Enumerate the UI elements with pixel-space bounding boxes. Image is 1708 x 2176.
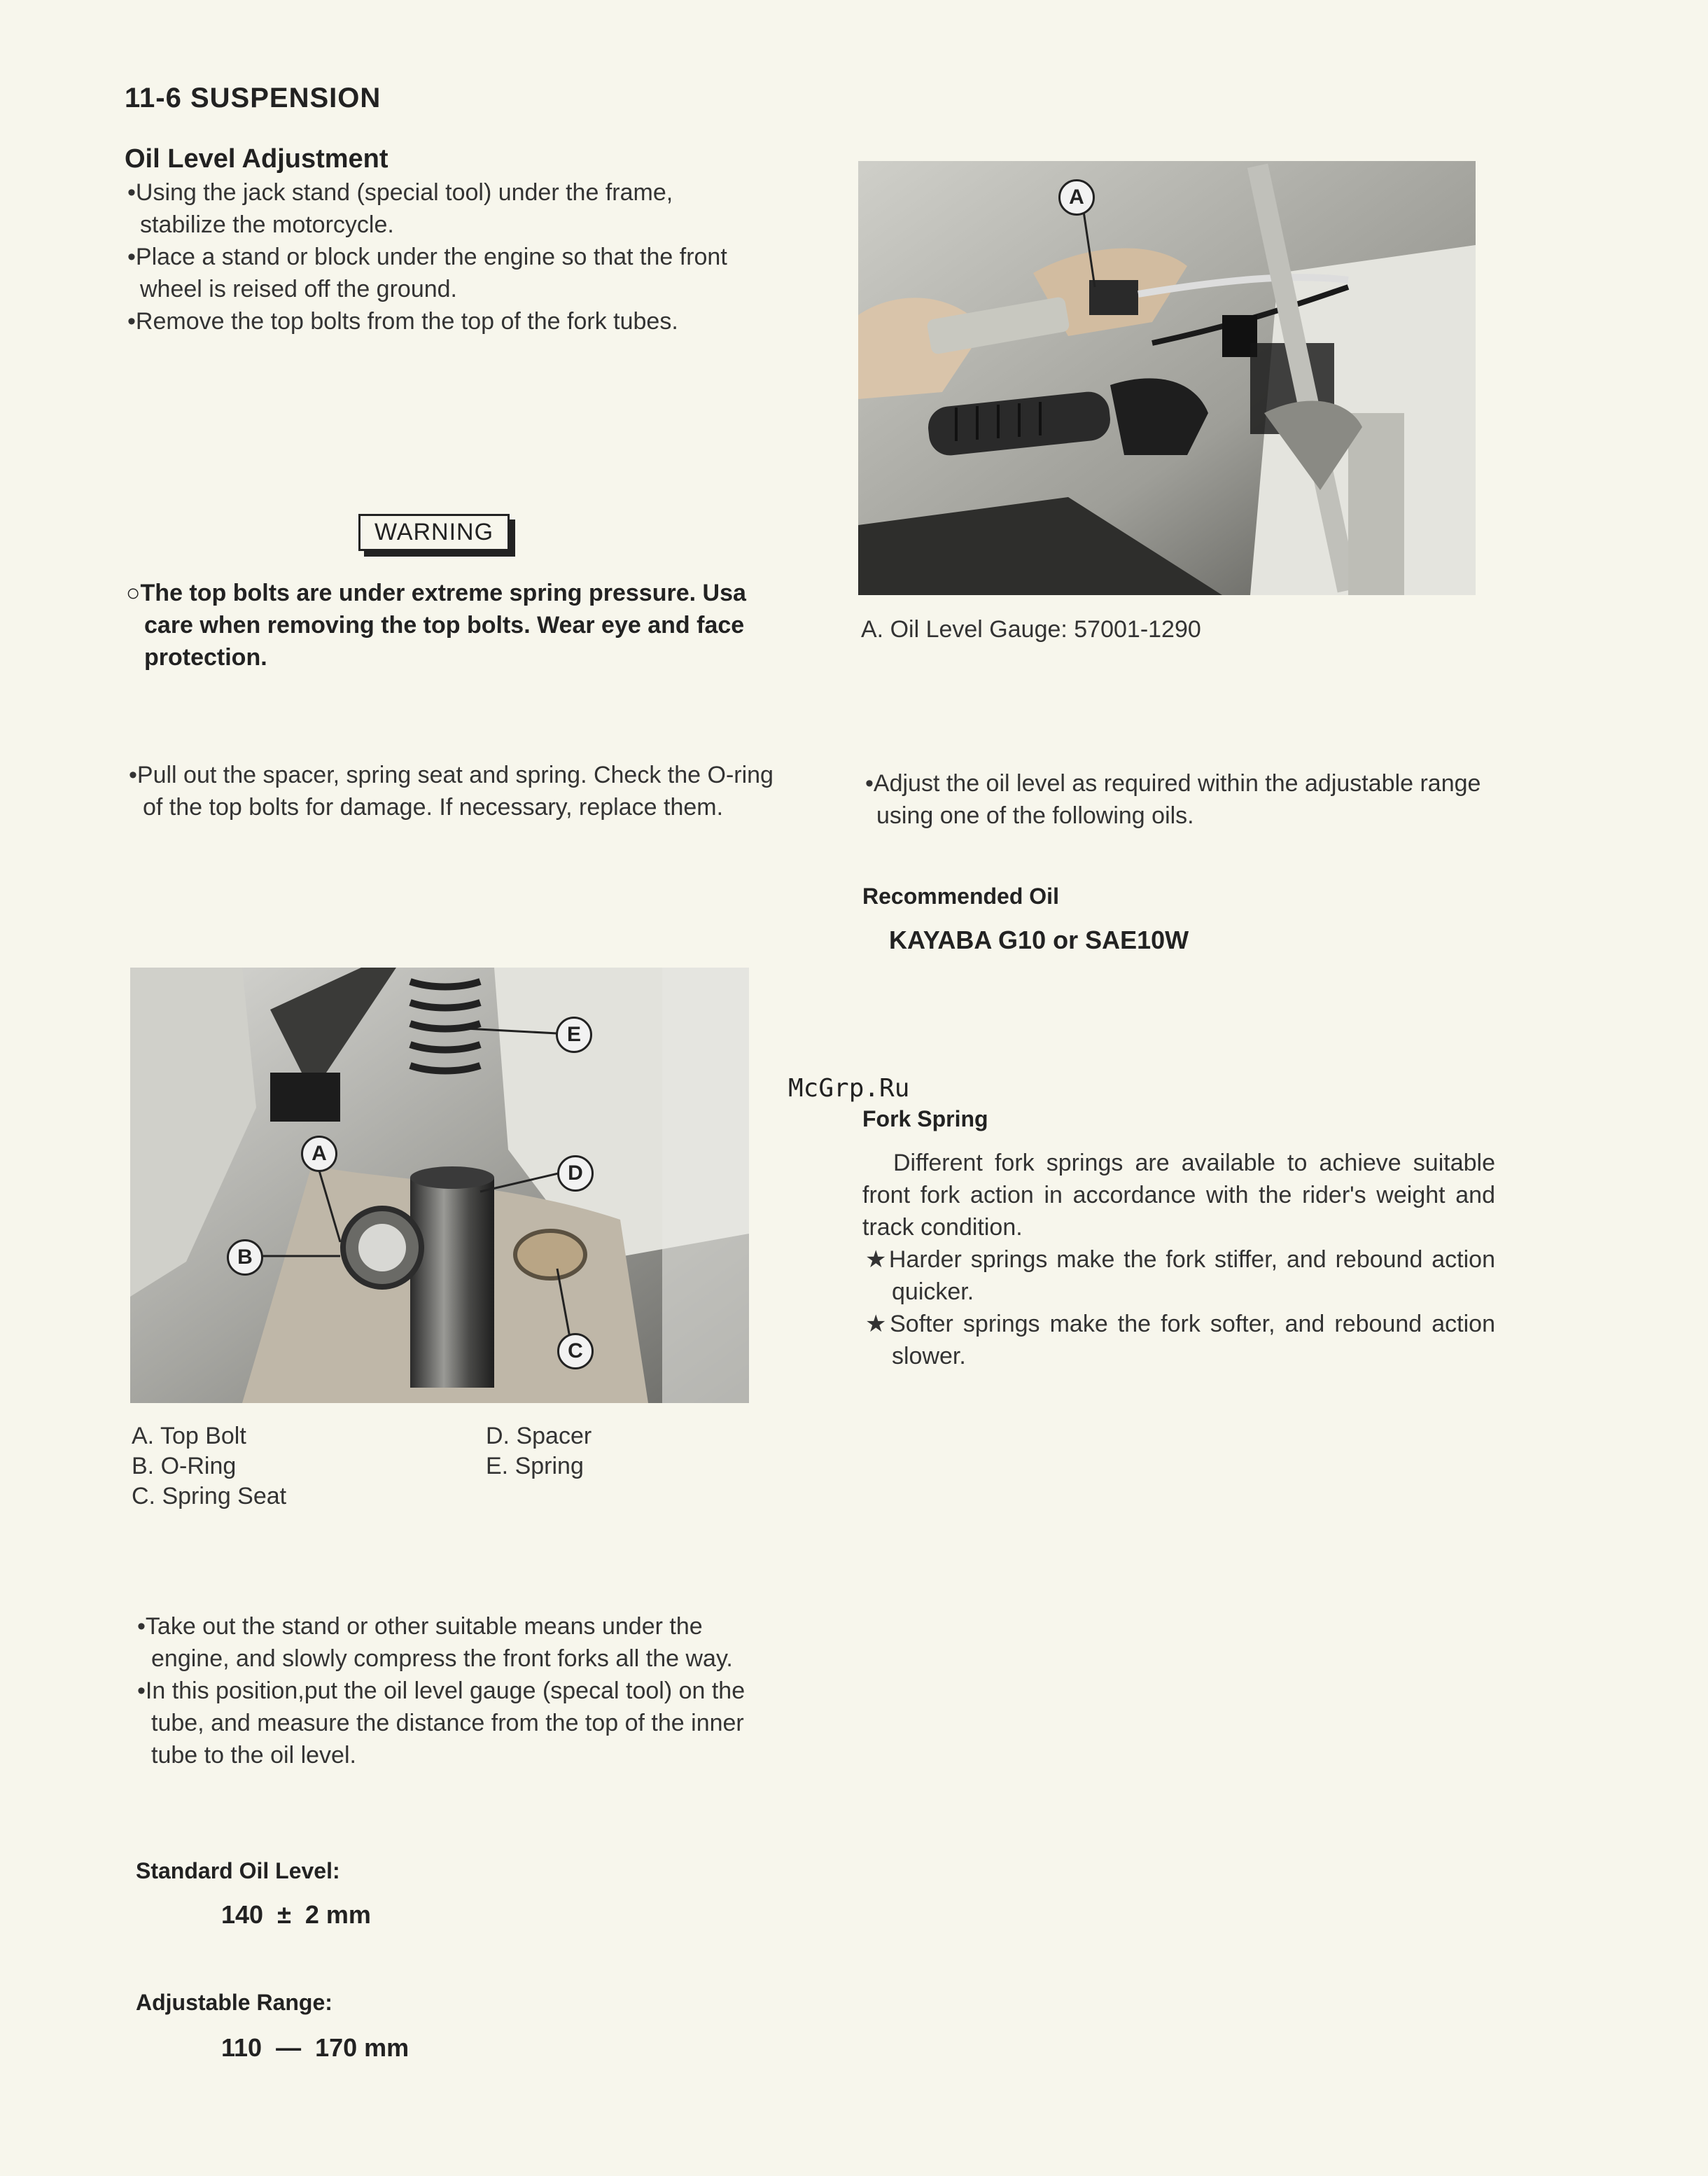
pull-out-instruction: •Pull out the spacer, spring seat and spring. Check the O-ring of the top bolts for damage. If necessary, replace them. — [129, 762, 774, 821]
warning-label: WARNING — [358, 514, 510, 551]
bullet-jack-stand: •Using the jack stand (special tool) under the frame, stabilize the motorcycle. — [127, 179, 673, 238]
callout-gauge-a: A — [1058, 179, 1095, 216]
caption-o-ring: B. O-Ring — [132, 1453, 237, 1479]
callout-d: D — [557, 1155, 594, 1192]
callout-b: B — [227, 1239, 263, 1276]
adjust-instruction: •Adjust the oil level as required within the adjustable range using one of the following oils. — [865, 770, 1481, 829]
fork-spring-text — [862, 1147, 1495, 1372]
warning-text: ○The top bolts are under extreme spring pressure. Usa care when removing the top bolts. Wear eye and face protection. — [126, 580, 746, 671]
take-out-instructions — [132, 1610, 766, 1771]
caption-top-bolt: A. Top Bolt — [132, 1423, 246, 1449]
bullet-remove-bolts: •Remove the top bolts from the top of the fork tubes. — [127, 308, 678, 335]
fork-parts-photo — [130, 968, 749, 1403]
bullet-place-stand: •Place a stand or block under the engine so that the front wheel is reised off the ground. — [127, 244, 727, 302]
caption-spring: E. Spring — [486, 1453, 584, 1479]
gauge-callout-line — [858, 161, 1476, 595]
adjustable-range-value: 110 — 170 mm — [221, 2033, 410, 2062]
oil-level-title: Oil Level Adjustment — [125, 144, 388, 174]
photo2-caption: A. Oil Level Gauge: 57001-1290 — [861, 616, 1201, 643]
callout-a: A — [301, 1136, 337, 1172]
oil-gauge-photo — [858, 161, 1476, 595]
recommended-oil-value: KAYABA G10 or SAE10W — [889, 926, 1189, 954]
section-header: 11-6 SUSPENSION — [125, 83, 382, 113]
oil-level-bullets — [125, 176, 758, 337]
fork-callout-lines — [130, 968, 749, 1403]
fork-spring-title: Fork Spring — [862, 1106, 988, 1131]
fork-spring-intro: Different fork springs are available to achieve suitable front fork action in accordance with the rider's weight and track condition. — [862, 1150, 1495, 1241]
fork-spring-harder: ★Harder springs make the fork stiffer, and rebound action quicker. — [865, 1246, 1495, 1305]
caption-spacer: D. Spacer — [486, 1423, 592, 1449]
caption-spring-seat: C. Spring Seat — [132, 1483, 287, 1509]
photo1-captions-right — [486, 1421, 592, 1481]
callout-c: C — [557, 1333, 594, 1369]
photo1-captions-left — [132, 1421, 286, 1512]
fork-spring-softer: ★Softer springs make the fork softer, and rebound action slower. — [865, 1311, 1495, 1369]
callout-e: E — [556, 1017, 592, 1053]
standard-oil-level-value: 140 ± 2 mm — [221, 1900, 371, 1929]
bullet-take-out-stand: •Take out the stand or other suitable means under the engine, and slowly compress the front forks all the way. — [137, 1613, 733, 1672]
recommended-oil-label: Recommended Oil — [862, 884, 1059, 909]
watermark: McGrp.Ru — [788, 1074, 910, 1103]
adjustable-range-label: Adjustable Range: — [136, 1990, 332, 2015]
standard-oil-level-label: Standard Oil Level: — [136, 1858, 340, 1883]
bullet-oil-gauge: •In this position,put the oil level gauge (specal tool) on the tube, and measure the distance from the top of the inner tube to the oil level. — [137, 1678, 746, 1769]
